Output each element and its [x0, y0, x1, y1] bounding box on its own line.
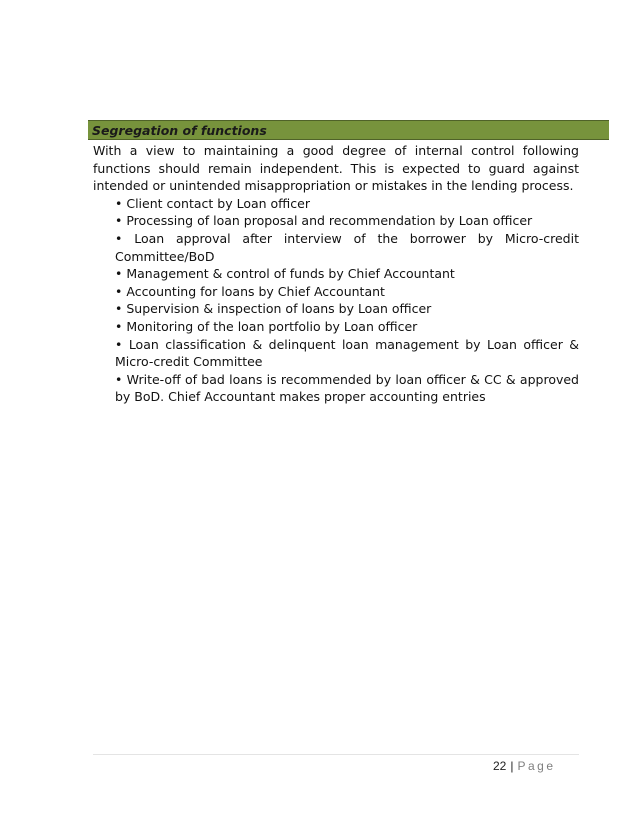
list-item-text: Client contact by Loan officer: [126, 195, 310, 211]
page-label: Page: [517, 759, 556, 773]
page-footer: [493, 759, 556, 773]
list-item-text: Processing of loan proposal and recommendation by Loan officer: [126, 213, 533, 229]
list-item: [115, 265, 579, 283]
list-item: [115, 230, 579, 265]
bullet-icon: •: [115, 283, 123, 299]
bullet-icon: •: [115, 371, 123, 387]
list-item-text: Management & control of funds by Chief Accountant: [126, 266, 455, 282]
section-title: Segregation of functions: [92, 123, 267, 138]
bullet-icon: •: [115, 213, 123, 229]
bullet-icon: •: [115, 301, 123, 317]
section-header-bar: [88, 120, 609, 140]
list-item: [115, 371, 579, 406]
list-item: [115, 195, 579, 213]
bullet-icon: •: [115, 195, 123, 211]
list-item: [115, 212, 579, 230]
list-item-text: Monitoring of the loan portfolio by Loan officer: [126, 318, 418, 334]
intro-paragraph: With a view to maintaining a good degree of internal control following functions should remain independent. This is expected to guard against intended or unintended misappropriation or mistakes in the lending process.: [93, 143, 579, 194]
bullet-icon: •: [115, 230, 123, 246]
section-body: [93, 142, 579, 406]
bullet-icon: •: [115, 336, 123, 352]
list-item: [115, 318, 579, 336]
list-item-text: Loan classification & delinquent loan management by Loan officer & Micro-credit Committee: [115, 336, 580, 370]
list-item: [115, 283, 579, 301]
list-item: [115, 336, 579, 371]
function-list: [93, 195, 579, 406]
list-item-text: Loan approval after interview of the borrower by Micro-credit Committee/BoD: [115, 230, 579, 264]
footer-separator: |: [510, 759, 514, 773]
footer-divider: [93, 754, 579, 755]
list-item-text: Supervision & inspection of loans by Loan officer: [126, 301, 432, 317]
list-item-text: Accounting for loans by Chief Accountant: [126, 283, 385, 299]
bullet-icon: •: [115, 318, 123, 334]
bullet-icon: •: [115, 266, 123, 282]
list-item: [115, 300, 579, 318]
page-number: 22: [493, 759, 507, 773]
list-item-text: Write-off of bad loans is recommended by loan officer & CC & approved by BoD. Chief Accountant makes proper accounting entries: [115, 371, 579, 405]
